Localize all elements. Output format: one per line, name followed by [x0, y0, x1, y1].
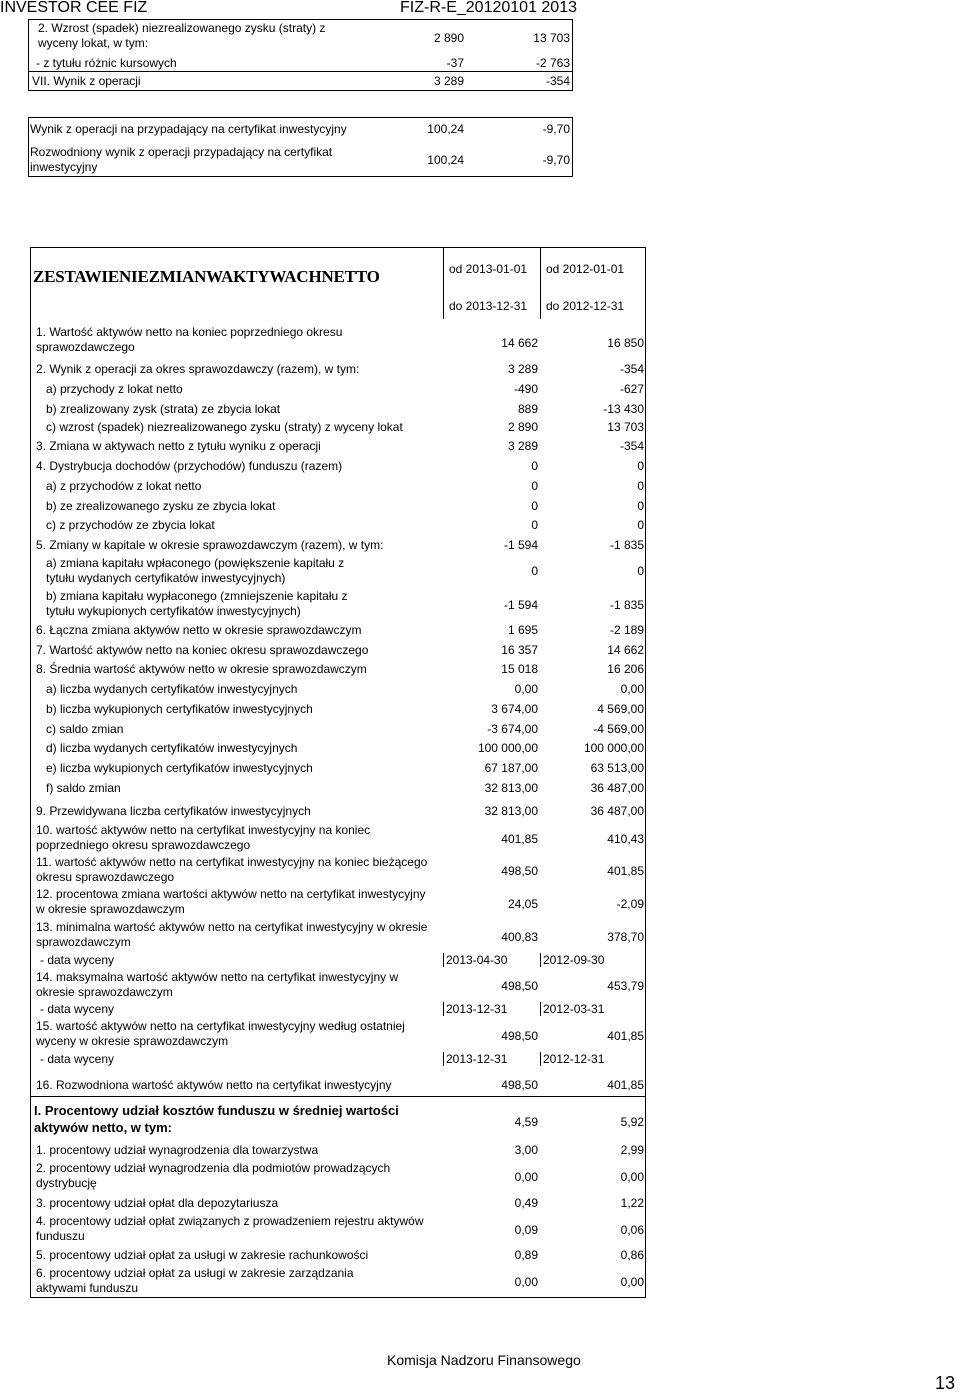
statement-row-value-2: 453,79 — [607, 979, 644, 993]
statement-row-value-2: 0 — [637, 564, 644, 578]
statement-row-value-2: -2 189 — [609, 623, 644, 637]
costs-row-value-1: 0,09 — [514, 1223, 538, 1237]
top-row-label: - z tytułu różnic kursowych — [36, 56, 177, 70]
costs-heading-value-1: 4,59 — [514, 1115, 538, 1129]
costs-row-value-1: 0,00 — [514, 1275, 538, 1289]
costs-row-label: 3. procentowy udział opłat dla depozytariusza — [36, 1196, 279, 1210]
statement-title: ZESTAWIENIEZMIANWAKTYWACHNETTO — [33, 267, 380, 286]
statement-row-value-2: 0 — [637, 518, 644, 532]
statement-row-value-1: 889 — [517, 402, 538, 416]
statement-row-label: a) z przychodów z lokat netto — [46, 479, 202, 493]
statement-row-label: 5. Zmiany w kapitale w okresie sprawozdawczym (razem), w tym: — [36, 538, 384, 552]
statement-row-value-2: -13 430 — [603, 402, 644, 416]
statement-row-value-2: -354 — [619, 362, 644, 376]
statement-row-label: 13. minimalna wartość aktywów netto na certyfikat inwestycyjny w okresie sprawozdawczym — [36, 920, 428, 949]
statement-row-value-1: 498,50 — [501, 864, 538, 878]
top-row-value-2: 13 703 — [533, 31, 570, 45]
statement-row-label: a) przychody z lokat netto — [46, 382, 183, 396]
statement-row-value-2: 2012-09-30 — [543, 953, 605, 967]
statement-row-value-2: -2,09 — [616, 897, 644, 911]
statement-row-value-1: 32 813,00 — [484, 804, 538, 818]
costs-row-value-1: 0,89 — [514, 1248, 538, 1262]
statement-row-value-1: 401,85 — [501, 832, 538, 846]
statement-row-value-2: -1 835 — [609, 538, 644, 552]
costs-row-label: 5. procentowy udział opłat za usługi w zakresie rachunkowości — [36, 1248, 369, 1262]
per-unit-value-1: 100,24 — [427, 122, 464, 136]
statement-row-label: - data wyceny — [40, 1002, 115, 1016]
statement-row-value-2: 0 — [637, 499, 644, 513]
top-row-label: VII. Wynik z operacji — [32, 74, 141, 88]
statement-row-value-1: 0 — [531, 479, 538, 493]
statement-row-value-1: 2013-12-31 — [446, 1002, 508, 1016]
statement-row-label: b) ze zrealizowanego zysku ze zbycia lokat — [46, 499, 276, 513]
per-unit-value-2: -9,70 — [542, 122, 570, 136]
costs-row-value-1: 0,00 — [514, 1170, 538, 1184]
per-unit-label: Wynik z operacji na przypadający na certyfikat inwestycyjny — [30, 122, 347, 136]
statement-row-value-1: 15 018 — [501, 662, 538, 676]
costs-row-label: 2. procentowy udział wynagrodzenia dla podmiotów prowadzących dystrybucję — [36, 1161, 391, 1190]
statement-row-label: 14. maksymalna wartość aktywów netto na certyfikat inwestycyjny w okresie sprawozdawczym — [36, 970, 399, 999]
statement-row-value-1: 3 674,00 — [491, 702, 538, 716]
statement-row-value-2: 2012-12-31 — [543, 1052, 605, 1066]
statement-row-value-1: 498,50 — [501, 979, 538, 993]
statement-row-label: b) liczba wykupionych certyfikatów inwestycyjnych — [46, 702, 313, 716]
statement-row-value-1: 100 000,00 — [477, 741, 538, 755]
statement-row-value-2: 36 487,00 — [590, 804, 644, 818]
statement-row-value-1: 0 — [531, 518, 538, 532]
statement-row-label: 15. wartość aktywów netto na certyfikat inwestycyjny według ostatniej wyceny w okresie sprawozdawczym — [36, 1019, 405, 1048]
statement-row-value-2: 401,85 — [607, 864, 644, 878]
column-1-from: od 2013-01-01 — [449, 262, 528, 276]
statement-row-label: c) wzrost (spadek) niezrealizowanego zysku (straty) z wyceny lokat — [46, 420, 403, 434]
statement-row-label: 12. procentowa zmiana wartości aktywów netto na certyfikat inwestycyjny w okresie sprawozdawczym — [36, 887, 426, 916]
statement-row-label: f) saldo zmian — [46, 781, 121, 795]
statement-row-value-1: 2 890 — [507, 420, 538, 434]
costs-row-value-2: 0,86 — [620, 1248, 644, 1262]
statement-row-value-1: 0 — [531, 564, 538, 578]
costs-row-value-2: 0,00 — [620, 1275, 644, 1289]
statement-row-value-1: 3 289 — [507, 439, 538, 453]
statement-row-value-1: -3 674,00 — [487, 722, 538, 736]
footer-organization: Komisja Nadzoru Finansowego — [387, 1352, 581, 1368]
statement-row-label: 6. Łączna zmiana aktywów netto w okresie sprawozdawczym — [36, 623, 362, 637]
statement-row-value-2: 14 662 — [607, 643, 644, 657]
statement-row-value-1: 0 — [531, 459, 538, 473]
top-row-value-2: -2 763 — [535, 56, 570, 70]
statement-row-value-2: 0 — [637, 459, 644, 473]
statement-row-label: 1. Wartość aktywów netto na koniec poprzedniego okresu sprawozdawczego — [36, 325, 343, 354]
statement-row-value-1: 3 289 — [507, 362, 538, 376]
statement-row-label: c) saldo zmian — [46, 722, 124, 736]
statement-row-value-2: 401,85 — [607, 1029, 644, 1043]
costs-row-value-2: 0,06 — [620, 1223, 644, 1237]
statement-row-value-2: 401,85 — [607, 1078, 644, 1092]
statement-row-label: c) z przychodów ze zbycia lokat — [46, 518, 215, 532]
per-unit-value-1: 100,24 — [427, 153, 464, 167]
statement-row-value-2: 16 850 — [607, 336, 644, 350]
statement-row-value-2: 410,43 — [607, 832, 644, 846]
statement-row-value-2: 100 000,00 — [583, 741, 644, 755]
statement-row-label: 16. Rozwodniona wartość aktywów netto na certyfikat inwestycyjny — [36, 1078, 392, 1092]
statement-row-value-1: 0 — [531, 499, 538, 513]
column-1-to: do 2013-12-31 — [449, 299, 528, 313]
statement-row-label: a) liczba wydanych certyfikatów inwestycyjnych — [46, 682, 298, 696]
statement-row-label: 10. wartość aktywów netto na certyfikat inwestycyjny na koniec poprzedniego okresu sprawozdawczego — [36, 823, 371, 852]
statement-row-value-2: 36 487,00 — [590, 781, 644, 795]
costs-row-label: 1. procentowy udział wynagrodzenia dla towarzystwa — [36, 1143, 319, 1157]
statement-row-value-1: 1 695 — [507, 623, 538, 637]
statement-row-label: e) liczba wykupionych certyfikatów inwestycyjnych — [46, 761, 313, 775]
statement-row-value-2: -4 569,00 — [593, 722, 644, 736]
per-unit-label: Rozwodniony wynik z operacji przypadający na certyfikat inwestycyjny — [30, 145, 333, 174]
document-header-right: FIZ-R-E_20120101 2013 — [400, 0, 577, 16]
statement-row-value-1: 32 813,00 — [484, 781, 538, 795]
statement-row-label: - data wyceny — [40, 1052, 115, 1066]
column-2-to: do 2012-12-31 — [546, 299, 625, 313]
top-row-value-1: 3 289 — [433, 74, 464, 88]
statement-row-label: 11. wartość aktywów netto na certyfikat inwestycyjny na koniec bieżącego okresu sprawozdawczego — [36, 855, 428, 884]
top-row-value-2: -354 — [545, 74, 570, 88]
statement-row-label: a) zmiana kapitału wpłaconego (powiększenie kapitału z tytułu wydanych certyfikatów inwestycyjnych) — [46, 556, 345, 585]
statement-row-label: 8. Średnia wartość aktywów netto w okresie sprawozdawczym — [36, 662, 367, 676]
statement-row-value-1: 498,50 — [501, 1029, 538, 1043]
page-number: 13 — [935, 1373, 956, 1393]
statement-row-value-1: 67 187,00 — [484, 761, 538, 775]
statement-row-label: b) zrealizowany zysk (strata) ze zbycia lokat — [46, 402, 281, 416]
costs-row-label: 6. procentowy udział opłat za usługi w zakresie zarządzania aktywami funduszu — [36, 1266, 354, 1295]
per-unit-value-2: -9,70 — [542, 153, 570, 167]
costs-heading: I. Procentowy udział kosztów funduszu w średniej wartości aktywów netto, w tym: — [34, 1103, 399, 1135]
statement-row-value-1: -1 594 — [503, 598, 538, 612]
statement-row-value-1: 2013-12-31 — [446, 1052, 508, 1066]
costs-heading-value-2: 5,92 — [620, 1115, 644, 1129]
statement-row-label: 4. Dystrybucja dochodów (przychodów) funduszu (razem) — [36, 459, 343, 473]
document-header-left: INVESTOR CEE FIZ — [0, 0, 148, 16]
costs-row-value-2: 1,22 — [620, 1196, 644, 1210]
top-row-value-1: -37 — [446, 56, 464, 70]
costs-row-value-2: 0,00 — [620, 1170, 644, 1184]
statement-row-label: b) zmiana kapitału wypłaconego (zmniejszenie kapitału z tytułu wykupionych certyfikatów inwestycyjnych) — [46, 589, 348, 618]
statement-row-label: - data wyceny — [40, 953, 115, 967]
statement-row-value-1: 24,05 — [507, 897, 538, 911]
statement-row-value-2: 63 513,00 — [590, 761, 644, 775]
statement-row-label: 7. Wartość aktywów netto na koniec okresu sprawozdawczego — [36, 643, 369, 657]
costs-row-value-2: 2,99 — [620, 1143, 644, 1157]
statement-row-value-1: 16 357 — [501, 643, 538, 657]
top-row-value-1: 2 890 — [433, 31, 464, 45]
statement-row-label: 3. Zmiana w aktywach netto z tytułu wyniku z operacji — [36, 439, 321, 453]
statement-row-label: d) liczba wydanych certyfikatów inwestycyjnych — [46, 741, 298, 755]
statement-row-value-2: 0,00 — [620, 682, 644, 696]
costs-row-value-1: 3,00 — [514, 1143, 538, 1157]
costs-row-label: 4. procentowy udział opłat związanych z prowadzeniem rejestru aktywów funduszu — [36, 1214, 424, 1243]
statement-row-value-2: -1 835 — [609, 598, 644, 612]
statement-row-value-2: 0 — [637, 479, 644, 493]
column-2-from: od 2012-01-01 — [546, 262, 625, 276]
statement-row-label: 9. Przewidywana liczba certyfikatów inwestycyjnych — [36, 804, 311, 818]
top-row-label: 2. Wzrost (spadek) niezrealizowanego zysku (straty) z wyceny lokat, w tym: — [38, 21, 326, 50]
statement-row-value-2: 4 569,00 — [597, 702, 644, 716]
statement-row-value-1: 498,50 — [501, 1078, 538, 1092]
statement-row-value-1: 14 662 — [501, 336, 538, 350]
statement-row-value-1: 0,00 — [514, 682, 538, 696]
statement-row-value-2: 2012-03-31 — [543, 1002, 605, 1016]
statement-row-value-1: 400,83 — [501, 930, 538, 944]
statement-row-value-1: 2013-04-30 — [446, 953, 508, 967]
statement-row-value-2: -627 — [619, 382, 644, 396]
statement-row-value-2: 378,70 — [607, 930, 644, 944]
statement-row-label: 2. Wynik z operacji za okres sprawozdawczy (razem), w tym: — [36, 362, 360, 376]
statement-row-value-2: 16 206 — [607, 662, 644, 676]
statement-row-value-2: -354 — [619, 439, 644, 453]
costs-row-value-1: 0,49 — [514, 1196, 538, 1210]
statement-row-value-2: 13 703 — [607, 420, 644, 434]
statement-row-value-1: -490 — [513, 382, 538, 396]
statement-row-value-1: -1 594 — [503, 538, 538, 552]
